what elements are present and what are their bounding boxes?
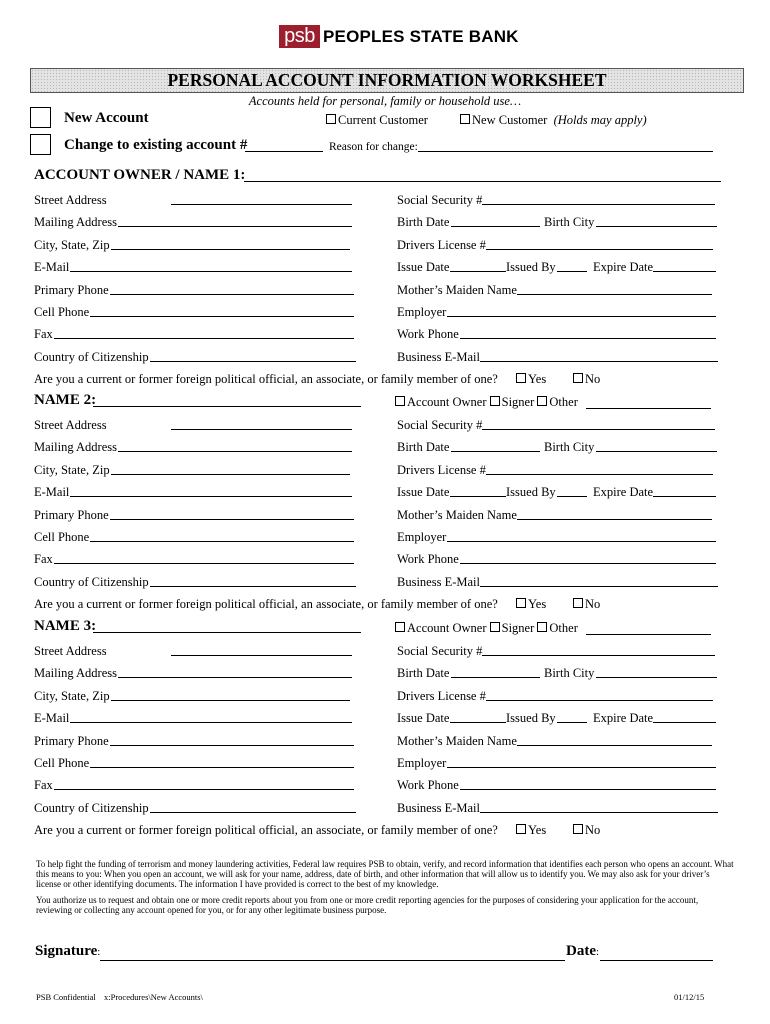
owner-3-maiden-name-label: Mother’s Maiden Name (397, 733, 517, 748)
owner-1-email-label: E-Mail (34, 260, 70, 275)
role-signer-checkbox[interactable] (490, 396, 500, 406)
owner-2-heading: NAME 2: (34, 392, 97, 408)
owner-2-drivers-license-field[interactable] (486, 474, 713, 475)
pep-no-checkbox[interactable] (573, 598, 583, 608)
owner-3-cell-phone-field[interactable] (90, 767, 354, 768)
owner-2-fax-field[interactable] (54, 563, 354, 564)
owner-3-primary-phone-label: Primary Phone (34, 733, 109, 748)
owner-1-mailing-address-label: Mailing Address (34, 215, 117, 230)
owner-1-pep-question: Are you a current or former foreign political official, an associate, or family member of one? (34, 372, 498, 386)
owner-2-issued-by-label: Issued By (506, 485, 556, 500)
owner-3-business-email-field[interactable] (480, 812, 718, 813)
owner-1-primary-phone-label: Primary Phone (34, 282, 109, 297)
owner-2-issue-date-field[interactable] (450, 496, 506, 497)
owner-3-issue-date-label: Issue Date (397, 711, 450, 726)
pep-no-checkbox[interactable] (573, 373, 583, 383)
owner-1-fax-label: Fax (34, 327, 53, 342)
owner-3-fax-label: Fax (34, 778, 53, 793)
owner-3-country-of-citizenship-field[interactable] (150, 812, 356, 813)
owner-2-birth-date-label: Birth Date (397, 440, 450, 455)
owner-1-expire-date-label: Expire Date (593, 260, 654, 275)
owner-3-work-phone-label: Work Phone (397, 778, 459, 793)
owner-1-fax-field[interactable] (54, 338, 354, 339)
owner-2-country-of-citizenship-label: Country of Citizenship (34, 574, 149, 589)
owner-3-ssn-field[interactable] (482, 655, 715, 656)
owner-1-primary-phone-field[interactable] (110, 294, 354, 295)
owner-2-street-address-label: Street Address (34, 418, 107, 432)
owner-2-issue-date-label: Issue Date (397, 485, 450, 500)
current-customer-option[interactable]: Current Customer (326, 113, 428, 128)
owner-3-issue-date-field[interactable] (450, 722, 506, 723)
owner-3-mailing-address-field[interactable] (118, 677, 352, 678)
owner-3-email-field[interactable] (70, 722, 352, 723)
owner-1-cell-phone-field[interactable] (90, 316, 354, 317)
owner-2-drivers-license-label: Drivers License # (397, 462, 486, 477)
owner-2-mailing-address-label: Mailing Address (34, 440, 117, 455)
owner-1-issue-date-field[interactable] (450, 271, 506, 272)
owner-1-work-phone-field[interactable] (460, 338, 716, 339)
owner-1-work-phone-label: Work Phone (397, 327, 459, 342)
owner-1-pep-yes-option[interactable]: Yes (516, 372, 546, 387)
pep-yes-checkbox[interactable] (516, 824, 526, 834)
owner-2-email-field[interactable] (70, 496, 352, 497)
owner-1-business-email-field[interactable] (480, 361, 718, 362)
owner-1-birth-date-label: Birth Date (397, 215, 450, 230)
owner-1-city-state-zip-label: City, State, Zip (34, 237, 110, 252)
new-account-checkbox[interactable] (30, 107, 51, 128)
owner-3-business-email-label: Business E-Mail (397, 800, 480, 815)
owner-2-primary-phone-field[interactable] (110, 519, 354, 520)
owner-3-fax-field[interactable] (54, 789, 354, 790)
psb-logo: psb (279, 25, 320, 48)
owner-2-maiden-name-label: Mother’s Maiden Name (397, 507, 517, 522)
reason-for-change-field[interactable] (418, 151, 713, 152)
owner-1-drivers-license-field[interactable] (486, 249, 713, 250)
owner-1-birth-city-label: Birth City (544, 215, 595, 230)
owner-1-mailing-address-field[interactable] (118, 226, 352, 227)
owner-2-email-label: E-Mail (34, 485, 70, 500)
owner-2-city-state-zip-field[interactable] (111, 474, 350, 475)
owner-3-pep-yes-option[interactable]: Yes (516, 823, 546, 838)
role-other-checkbox[interactable] (537, 622, 547, 632)
owner-3-issued-by-field[interactable] (557, 722, 587, 723)
owner-3-cell-phone-label: Cell Phone (34, 756, 90, 770)
owner-2-country-of-citizenship-field[interactable] (150, 586, 356, 587)
owner-3-expire-date-field[interactable] (653, 722, 716, 723)
owner-2-work-phone-field[interactable] (460, 563, 716, 564)
owner-1-expire-date-field[interactable] (653, 271, 716, 272)
owner-3-issued-by-label: Issued By (506, 711, 556, 726)
owner-3-pep-no-option[interactable]: No (573, 823, 600, 838)
owner-2-ssn-field[interactable] (482, 429, 715, 430)
owner-2-mailing-address-field[interactable] (118, 451, 352, 452)
owner-3-birth-city-field[interactable] (596, 677, 717, 678)
credit-authorization-notice: You authorize us to request and obtain one or more credit reports about you from one or more credit reporting agencies for the purposes of considering your application for the account, reviewing or collecting any account opened for you, or for any other legitimate business purpose. (36, 895, 699, 915)
owner-3-name-field[interactable] (93, 632, 361, 633)
role-other-checkbox[interactable] (537, 396, 547, 406)
owner-1-email-field[interactable] (70, 271, 352, 272)
page-title: PERSONAL ACCOUNT INFORMATION WORKSHEET (167, 70, 607, 90)
signature-field[interactable] (100, 960, 565, 961)
owner-1-cell-phone-label: Cell Phone (34, 305, 90, 319)
owner-2-primary-phone-label: Primary Phone (34, 507, 109, 522)
owner-3-drivers-license-field[interactable] (486, 700, 713, 701)
change-existing-label: Change to existing account # (64, 137, 248, 153)
owner-2-name-field[interactable] (93, 406, 361, 407)
owner-2-maiden-name-field[interactable] (517, 519, 712, 520)
owner-3-role-options[interactable]: Account Owner Signer Other (395, 621, 578, 636)
pep-yes-checkbox[interactable] (516, 598, 526, 608)
owner-3-primary-phone-field[interactable] (110, 745, 354, 746)
owner-3-birth-city-label: Birth City (544, 666, 595, 681)
owner-1-pep-no-option[interactable]: No (573, 372, 600, 387)
signature-label: Signature: (35, 943, 101, 959)
owner-1-country-of-citizenship-label: Country of Citizenship (34, 349, 149, 364)
owner-1-drivers-license-label: Drivers License # (397, 237, 486, 252)
owner-1-employer-label: Employer (397, 305, 447, 319)
owner-1-ssn-label: Social Security # (397, 193, 483, 207)
owner-1-issued-by-label: Issued By (506, 260, 556, 275)
owner-2-ssn-label: Social Security # (397, 418, 483, 432)
owner-2-pep-no-option[interactable]: No (573, 597, 600, 612)
owner-1-street-address-label: Street Address (34, 193, 107, 207)
owner-2-expire-date-label: Expire Date (593, 485, 654, 500)
owner-1-employer-field[interactable] (447, 316, 716, 317)
owner-2-employer-label: Employer (397, 530, 447, 544)
owner-3-city-state-zip-label: City, State, Zip (34, 688, 110, 703)
date-label: Date: (566, 943, 600, 959)
title-bar (30, 68, 744, 93)
owner-1-issue-date-label: Issue Date (397, 260, 450, 275)
owner-2-expire-date-field[interactable] (653, 496, 716, 497)
owner-2-employer-field[interactable] (447, 541, 716, 542)
pep-yes-checkbox[interactable] (516, 373, 526, 383)
owner-3-employer-field[interactable] (447, 767, 716, 768)
owner-2-business-email-label: Business E-Mail (397, 574, 480, 589)
owner-2-street-address-field[interactable] (171, 429, 352, 430)
pep-no-checkbox[interactable] (573, 824, 583, 834)
footer-revision-date: 01/12/15 (674, 992, 705, 1002)
owner-3-street-address-label: Street Address (34, 644, 107, 658)
owner-1-birth-city-field[interactable] (596, 226, 717, 227)
role-account-owner-checkbox[interactable] (395, 396, 405, 406)
owner-3-mailing-address-label: Mailing Address (34, 666, 117, 681)
owner-1-name-field[interactable] (244, 181, 721, 182)
current-customer-checkbox[interactable] (326, 114, 336, 124)
owner-3-birth-date-field[interactable] (451, 677, 540, 678)
owner-1-business-email-label: Business E-Mail (397, 349, 480, 364)
owner-1-heading: ACCOUNT OWNER / NAME 1: (34, 167, 246, 183)
footer-path: x:Procedures\New Accounts\ (104, 992, 203, 1002)
owner-1-ssn-field[interactable] (482, 204, 715, 205)
page-subtitle: Accounts held for personal, family or household use… (248, 94, 522, 108)
reason-for-change-label: Reason for change: (329, 141, 418, 153)
owner-1-birth-date-field[interactable] (451, 226, 540, 227)
new-customer-option[interactable]: New Customer (Holds may apply) (460, 113, 647, 128)
existing-account-number-field[interactable] (245, 151, 323, 152)
owner-3-employer-label: Employer (397, 756, 447, 770)
owner-3-heading: NAME 3: (34, 618, 97, 634)
owner-3-work-phone-field[interactable] (460, 789, 716, 790)
owner-2-fax-label: Fax (34, 552, 53, 567)
role-signer-checkbox[interactable] (490, 622, 500, 632)
owner-2-issued-by-field[interactable] (557, 496, 587, 497)
owner-1-issued-by-field[interactable] (557, 271, 587, 272)
owner-1-maiden-name-label: Mother’s Maiden Name (397, 282, 517, 297)
owner-2-cell-phone-field[interactable] (90, 541, 354, 542)
new-account-label: New Account (64, 110, 149, 126)
owner-2-pep-yes-option[interactable]: Yes (516, 597, 546, 612)
owner-3-pep-question: Are you a current or former foreign political official, an associate, or family member of one? (34, 823, 498, 837)
owner-2-work-phone-label: Work Phone (397, 552, 459, 567)
change-account-checkbox[interactable] (30, 134, 51, 155)
footer-confidential: PSB Confidential (36, 992, 96, 1002)
bank-name: PEOPLES STATE BANK (323, 27, 519, 46)
owner-2-other-role-field[interactable] (586, 408, 711, 409)
owner-1-maiden-name-field[interactable] (517, 294, 712, 295)
owner-1-city-state-zip-field[interactable] (111, 249, 350, 250)
owner-1-street-address-field[interactable] (171, 204, 352, 205)
owner-3-street-address-field[interactable] (171, 655, 352, 656)
owner-2-role-options[interactable]: Account Owner Signer Other (395, 395, 578, 410)
owner-2-city-state-zip-label: City, State, Zip (34, 462, 110, 477)
new-customer-checkbox[interactable] (460, 114, 470, 124)
patriot-act-notice: To help fight the funding of terrorism and money laundering activities, Federal law requires PSB to obtain, verify, and record information that identifies each person who opens an account. What this means to you: When you open an account, we will ask for your name, address, date of birth, and other information that will allow us to identify you. We may also ask for your driver’s license or other identifying documents. The information I have provided is correct to the best of my knowledge. (36, 859, 734, 889)
owner-3-ssn-label: Social Security # (397, 644, 483, 658)
owner-2-birth-city-field[interactable] (596, 451, 717, 452)
owner-2-pep-question: Are you a current or former foreign political official, an associate, or family member of one? (34, 597, 498, 611)
owner-3-drivers-license-label: Drivers License # (397, 688, 486, 703)
owner-3-expire-date-label: Expire Date (593, 711, 654, 726)
owner-2-birth-city-label: Birth City (544, 440, 595, 455)
signature-date-field[interactable] (600, 960, 713, 961)
owner-3-country-of-citizenship-label: Country of Citizenship (34, 800, 149, 815)
owner-3-maiden-name-field[interactable] (517, 745, 712, 746)
owner-2-cell-phone-label: Cell Phone (34, 530, 90, 544)
owner-1-country-of-citizenship-field[interactable] (150, 361, 356, 362)
owner-2-business-email-field[interactable] (480, 586, 718, 587)
owner-3-email-label: E-Mail (34, 711, 70, 726)
owner-3-city-state-zip-field[interactable] (111, 700, 350, 701)
owner-3-birth-date-label: Birth Date (397, 666, 450, 681)
role-account-owner-checkbox[interactable] (395, 622, 405, 632)
owner-2-birth-date-field[interactable] (451, 451, 540, 452)
owner-3-other-role-field[interactable] (586, 634, 711, 635)
